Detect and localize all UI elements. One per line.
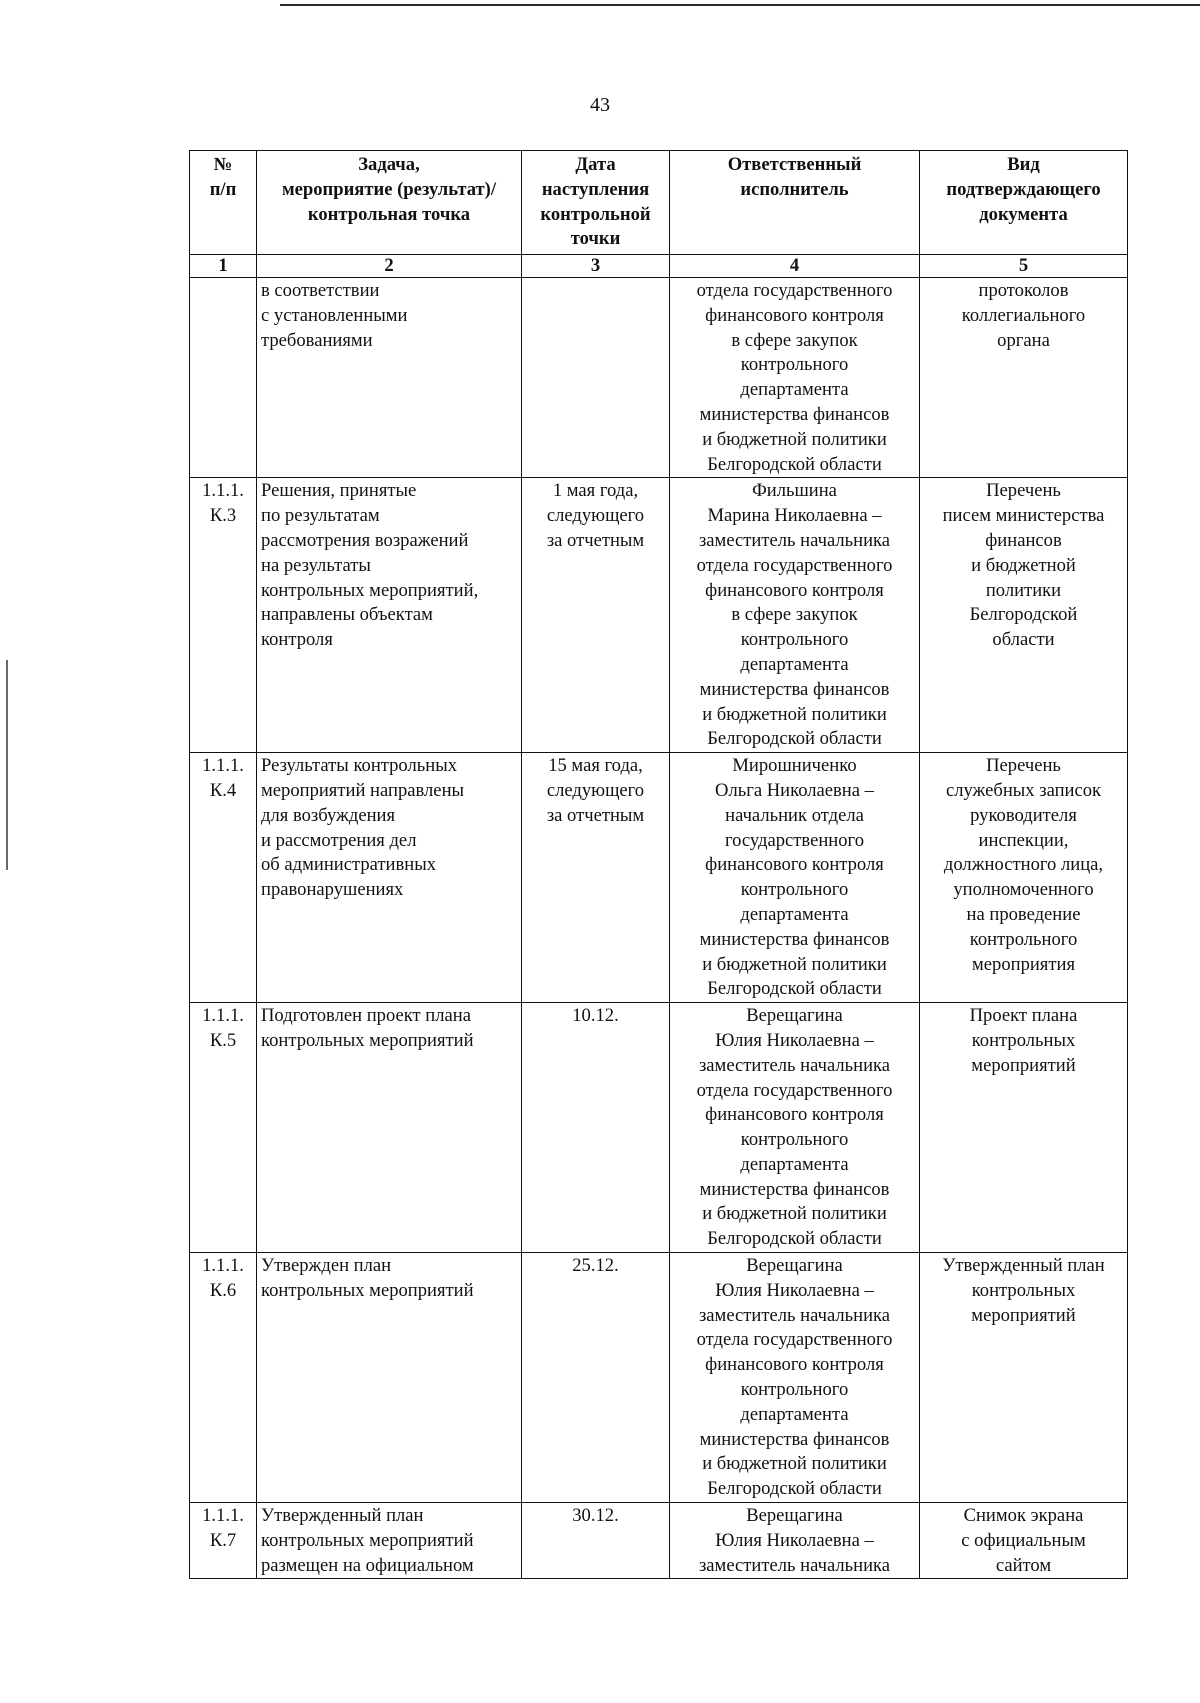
cell-line: 10.12. bbox=[572, 1005, 619, 1027]
cell-line: Юлия Николаевна – bbox=[715, 1529, 874, 1551]
cell-line: Проект плана bbox=[969, 1005, 1078, 1027]
responsible-cell bbox=[670, 1253, 920, 1503]
cell-line: Ольга Николаевна – bbox=[715, 779, 874, 801]
cell-line: Белгородской bbox=[969, 604, 1078, 626]
cell-line: 25.12. bbox=[572, 1255, 619, 1277]
cell-line: контрольного bbox=[740, 1129, 849, 1151]
cell-line: органа bbox=[997, 329, 1050, 351]
responsible-cell bbox=[670, 1003, 920, 1253]
cell-line: 15 мая года, bbox=[548, 755, 643, 777]
column-index: 1 bbox=[190, 255, 257, 278]
scan-edge-line bbox=[280, 4, 1200, 6]
cell-line: департамента bbox=[740, 1153, 849, 1175]
cell-line: контрольных мероприятий, bbox=[261, 579, 479, 601]
document-cell bbox=[920, 278, 1128, 478]
table-body bbox=[190, 278, 1128, 1579]
cell-line: министерства финансов bbox=[699, 1178, 890, 1200]
cell-line: 1.1.1. bbox=[202, 755, 244, 777]
page-number: 43 bbox=[590, 94, 610, 116]
cell-line: заместитель начальника bbox=[698, 1554, 891, 1576]
table-row bbox=[190, 753, 1128, 1003]
cell-line: 1.1.1. bbox=[202, 1005, 244, 1027]
column-index-row bbox=[190, 255, 1128, 278]
cell-line: финансов bbox=[985, 529, 1062, 551]
cell-line: Белгородской области bbox=[707, 1478, 882, 1500]
cell-line: и бюджетной политики bbox=[702, 428, 887, 450]
cell-line: министерства финансов bbox=[699, 1428, 890, 1450]
header-responsible: Ответственный исполнитель bbox=[670, 151, 920, 255]
row-number-cell bbox=[190, 278, 257, 478]
cell-line: рассмотрения возражений bbox=[261, 529, 469, 551]
date-cell bbox=[522, 1503, 670, 1579]
cell-line: Юлия Николаевна – bbox=[715, 1279, 874, 1301]
cell-line: Белгородской области bbox=[707, 453, 882, 475]
column-index: 5 bbox=[920, 255, 1128, 278]
date-cell bbox=[522, 1253, 670, 1503]
cell-line: Верещагина bbox=[746, 1255, 843, 1277]
cell-line: и бюджетной политики bbox=[702, 1203, 887, 1225]
row-number-cell bbox=[190, 1003, 257, 1253]
responsible-cell bbox=[670, 278, 920, 478]
cell-line: направлены объектам bbox=[261, 604, 433, 626]
cell-line: Утвержденный план bbox=[942, 1255, 1105, 1277]
task-cell bbox=[257, 478, 522, 753]
cell-line: области bbox=[992, 629, 1055, 651]
cell-line: 1.1.1. bbox=[202, 1505, 244, 1527]
task-cell bbox=[257, 278, 522, 478]
cell-line: контрольного bbox=[740, 1379, 849, 1401]
document-cell bbox=[920, 1253, 1128, 1503]
cell-line: заместитель начальника bbox=[698, 1304, 891, 1326]
cell-line: Белгородской области bbox=[707, 728, 882, 750]
row-number-cell bbox=[190, 478, 257, 753]
cell-line: размещен на официальном bbox=[261, 1554, 474, 1576]
cell-line: контрольных мероприятий bbox=[261, 1529, 474, 1551]
cell-line: и бюджетной bbox=[971, 554, 1076, 576]
table-row bbox=[190, 1003, 1128, 1253]
cell-line: контрольных bbox=[971, 1279, 1076, 1301]
row-number-cell bbox=[190, 753, 257, 1003]
date-cell bbox=[522, 1003, 670, 1253]
cell-line: мероприятия bbox=[972, 953, 1075, 975]
cell-line: с официальным bbox=[961, 1529, 1086, 1551]
cell-line: в соответствии bbox=[261, 280, 380, 301]
cell-line: К.5 bbox=[209, 1029, 237, 1051]
cell-line: в сфере закупок bbox=[731, 604, 858, 626]
table-header-row bbox=[190, 151, 1128, 255]
header-task: Задача, мероприятие (результат)/ контрольная точка bbox=[257, 151, 522, 255]
cell-line: и рассмотрения дел bbox=[261, 829, 417, 851]
cell-line: контрольного bbox=[740, 629, 849, 651]
cell-line: министерства финансов bbox=[699, 403, 890, 425]
cell-line: Утвержденный план bbox=[261, 1505, 424, 1527]
cell-line: финансового контроля bbox=[705, 1354, 884, 1376]
cell-line: мероприятий направлены bbox=[261, 779, 465, 801]
cell-line: сайтом bbox=[995, 1554, 1052, 1576]
document-cell bbox=[920, 478, 1128, 753]
cell-line: отдела государственного bbox=[696, 1079, 893, 1101]
cell-line: финансового контроля bbox=[705, 579, 884, 601]
cell-line: на результаты bbox=[261, 554, 371, 576]
task-cell bbox=[257, 1003, 522, 1253]
cell-line: уполномоченного bbox=[953, 879, 1094, 901]
cell-line: К.6 bbox=[209, 1279, 237, 1301]
cell-line: на проведение bbox=[966, 903, 1081, 925]
cell-line: Подготовлен проект плана bbox=[261, 1005, 471, 1027]
cell-line: и бюджетной политики bbox=[702, 703, 887, 725]
task-cell bbox=[257, 1503, 522, 1579]
cell-line: 1 мая года, bbox=[552, 480, 639, 502]
cell-line: Решения, принятые bbox=[261, 480, 417, 502]
cell-line: руководителя bbox=[970, 804, 1077, 826]
cell-line: должностного лица, bbox=[943, 854, 1104, 876]
cell-line: государственного bbox=[724, 829, 865, 851]
cell-line: К.3 bbox=[209, 505, 237, 527]
column-index: 3 bbox=[522, 255, 670, 278]
cell-line: К.4 bbox=[209, 779, 237, 801]
row-number-cell bbox=[190, 1503, 257, 1579]
cell-line: и бюджетной политики bbox=[702, 953, 887, 975]
cell-line: департамента bbox=[740, 1403, 849, 1425]
header-number: № п/п bbox=[190, 151, 257, 255]
cell-line: с установленными bbox=[261, 304, 408, 326]
cell-line: мероприятий bbox=[971, 1054, 1076, 1076]
cell-line: протоколов bbox=[978, 280, 1069, 301]
cell-line: Результаты контрольных bbox=[261, 755, 457, 777]
scan-margin-mark bbox=[6, 660, 8, 870]
cell-line: политики bbox=[985, 579, 1062, 601]
cell-line: Фильшина bbox=[752, 480, 837, 502]
header-date: Дата наступления контрольной точки bbox=[522, 151, 670, 255]
cell-line: инспекции, bbox=[978, 829, 1069, 851]
date-cell bbox=[522, 753, 670, 1003]
cell-line: Белгородской области bbox=[707, 1228, 882, 1250]
cell-line: об административных bbox=[261, 854, 437, 876]
cell-line: Белгородской области bbox=[707, 978, 882, 1000]
table-row bbox=[190, 1503, 1128, 1579]
date-cell bbox=[522, 278, 670, 478]
cell-line: Юлия Николаевна – bbox=[715, 1029, 874, 1051]
cell-line: К.7 bbox=[209, 1529, 237, 1551]
task-cell bbox=[257, 1253, 522, 1503]
cell-line: департамента bbox=[740, 653, 849, 675]
header-document: Вид подтверждающего документа bbox=[920, 151, 1128, 255]
cell-line: заместитель начальника bbox=[698, 1054, 891, 1076]
table-row bbox=[190, 478, 1128, 753]
cell-line: министерства финансов bbox=[699, 928, 890, 950]
cell-line: следующего bbox=[546, 779, 645, 801]
cell-line: писем министерства bbox=[942, 505, 1105, 527]
cell-line: отдела государственного bbox=[696, 280, 893, 301]
date-cell bbox=[522, 478, 670, 753]
document-cell bbox=[920, 1503, 1128, 1579]
cell-line: 30.12. bbox=[572, 1505, 619, 1527]
cell-line: коллегиального bbox=[961, 304, 1086, 326]
cell-line: за отчетным bbox=[546, 529, 645, 551]
cell-line: отдела государственного bbox=[696, 554, 893, 576]
cell-line: Марина Николаевна – bbox=[707, 505, 882, 527]
cell-line: по результатам bbox=[261, 505, 380, 527]
cell-line: контрольного bbox=[740, 354, 849, 376]
cell-line: в сфере закупок bbox=[731, 329, 858, 351]
cell-line: 1.1.1. bbox=[202, 1255, 244, 1277]
cell-line: за отчетным bbox=[546, 804, 645, 826]
cell-line: начальник отдела bbox=[725, 804, 864, 826]
cell-line: Мирошниченко bbox=[732, 755, 857, 777]
cell-line: контрольного bbox=[969, 928, 1078, 950]
cell-line: контроля bbox=[261, 629, 333, 651]
responsible-cell bbox=[670, 753, 920, 1003]
cell-line: контрольного bbox=[740, 879, 849, 901]
cell-line: 1.1.1. bbox=[202, 480, 244, 502]
cell-line: Перечень bbox=[986, 480, 1061, 502]
cell-line: Утвержден план bbox=[261, 1255, 392, 1277]
cell-line: Перечень bbox=[986, 755, 1061, 777]
control-points-table bbox=[189, 150, 1128, 1579]
cell-line: и бюджетной политики bbox=[702, 1453, 887, 1475]
document-cell bbox=[920, 753, 1128, 1003]
cell-line: Снимок экрана bbox=[963, 1505, 1084, 1527]
cell-line: финансового контроля bbox=[705, 1104, 884, 1126]
row-number-cell bbox=[190, 1253, 257, 1503]
column-index: 2 bbox=[257, 255, 522, 278]
cell-line: финансового контроля bbox=[705, 854, 884, 876]
cell-line: для возбуждения bbox=[261, 804, 396, 826]
cell-line: контрольных мероприятий bbox=[261, 1029, 474, 1051]
cell-line: требованиями bbox=[261, 329, 373, 351]
cell-line: отдела государственного bbox=[696, 1329, 893, 1351]
table-row bbox=[190, 1253, 1128, 1503]
cell-line: финансового контроля bbox=[705, 304, 884, 326]
cell-line: правонарушениях bbox=[261, 879, 404, 901]
cell-line: заместитель начальника bbox=[698, 529, 891, 551]
cell-line: Верещагина bbox=[746, 1505, 843, 1527]
cell-line: контрольных мероприятий bbox=[261, 1279, 474, 1301]
cell-line: министерства финансов bbox=[699, 678, 890, 700]
task-cell bbox=[257, 753, 522, 1003]
cell-line: контрольных bbox=[971, 1029, 1076, 1051]
table-row bbox=[190, 278, 1128, 478]
cell-line: следующего bbox=[546, 505, 645, 527]
cell-line: служебных записок bbox=[945, 779, 1102, 801]
cell-line: Верещагина bbox=[746, 1005, 843, 1027]
cell-line: департамента bbox=[740, 379, 849, 401]
cell-line: мероприятий bbox=[971, 1304, 1076, 1326]
cell-line: департамента bbox=[740, 903, 849, 925]
responsible-cell bbox=[670, 1503, 920, 1579]
document-cell bbox=[920, 1003, 1128, 1253]
responsible-cell bbox=[670, 478, 920, 753]
column-index: 4 bbox=[670, 255, 920, 278]
